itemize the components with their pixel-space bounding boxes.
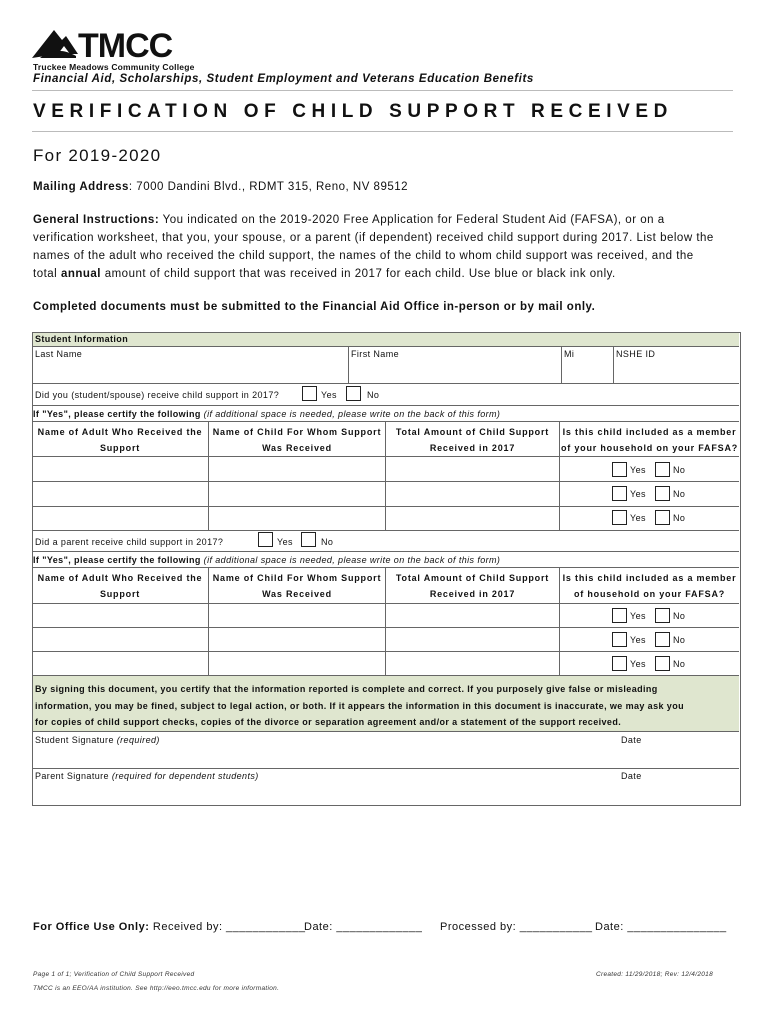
office-date-1: Date: _____________: [304, 921, 423, 933]
general-instructions: General Instructions: You indicated on the 2019-2020 Free Application for Federal Student Aid (FAFSA), or on a verification worksheet, that you, your spouse, or a parent (if dependent) received child support during 2017. List below the names of the adult who received the child support, the names of the child to whom child support was received, and the total annual amount of child support that was received in 2017 for each child. Use blue or black ink only.: [33, 214, 714, 280]
parent-no-checkbox[interactable]: [301, 532, 316, 547]
row2-no-checkbox[interactable]: [655, 486, 670, 501]
footer-page: Page 1 of 1; Verification of Child Support Received: [33, 971, 195, 978]
page-title: VERIFICATION OF CHILD SUPPORT RECEIVED: [33, 101, 673, 122]
yes-label: Yes: [630, 659, 646, 669]
col-child-header: Name of Child For Whom Support Was Received: [212, 573, 382, 599]
mailing-address: Mailing Address: 7000 Dandini Blvd., RDMT 315, Reno, NV 89512: [33, 181, 409, 193]
certify-heading-student: If "Yes", please certify the following (if additional space is needed, please write on the back of this form): [33, 409, 501, 419]
col-total-header: Total Amount of Child Support Received in 2017: [395, 427, 550, 453]
last-name-field[interactable]: [35, 360, 345, 380]
first-name-label: First Name: [351, 349, 400, 359]
award-year: For 2019-2020: [33, 146, 162, 165]
nshe-id-field[interactable]: [616, 360, 736, 380]
divider: [32, 131, 733, 132]
last-name-label: Last Name: [35, 349, 83, 359]
student-support-question: Did you (student/spouse) receive child support in 2017?: [35, 390, 280, 400]
col-adult-header: Name of Adult Who Received the Support: [37, 573, 203, 599]
no-label: No: [673, 635, 686, 645]
student-adult-name-field[interactable]: [34, 508, 206, 528]
yes-label: Yes: [630, 611, 646, 621]
student-amount-field[interactable]: [388, 508, 557, 528]
prow1-no-checkbox[interactable]: [655, 608, 670, 623]
yes-label: Yes: [321, 390, 337, 400]
student-yes-checkbox[interactable]: [302, 386, 317, 401]
no-label: No: [367, 390, 380, 400]
department-subtitle: Financial Aid, Scholarships, Student Employment and Veterans Education Benefits: [33, 73, 534, 85]
no-label: No: [673, 513, 686, 523]
certify-heading-parent: If "Yes", please certify the following (if additional space is needed, please write on the back of this form): [33, 555, 501, 565]
parent-yes-checkbox[interactable]: [258, 532, 273, 547]
parent-support-question: Did a parent receive child support in 2017?: [35, 537, 224, 547]
student-child-name-field[interactable]: [211, 508, 383, 528]
mi-label: Mi: [564, 349, 575, 359]
office-processed-by: Processed by: ___________: [440, 921, 593, 933]
col-adult-header: Name of Adult Who Received the Support: [37, 427, 203, 453]
prow2-no-checkbox[interactable]: [655, 632, 670, 647]
parent-date-label: Date: [621, 771, 642, 781]
office-date-2: Date: _______________: [595, 921, 727, 933]
no-label: No: [673, 465, 686, 475]
student-date-label: Date: [621, 735, 642, 745]
yes-label: Yes: [630, 513, 646, 523]
certification-text: By signing this document, you certify that the information reported is complete and correct. If you purposely give false or misleading information, you may be fined, subject to legal action, or both. If it appears the information in this document is inaccurate, we may ask you for copies of child support checks, copies of the divorce or separation agreement and/or a statement of the support received.: [35, 684, 685, 727]
parent-child-name-field[interactable]: [211, 605, 383, 625]
col-member-header: Is this child included as a member of your household on your FAFSA?: [560, 427, 739, 453]
footer-created: Created: 11/29/2018; Rev: 12/4/2018: [596, 971, 713, 978]
parent-date-field[interactable]: [621, 782, 733, 802]
parent-signature-label: Parent Signature (required for dependent students): [35, 771, 259, 781]
prow1-yes-checkbox[interactable]: [612, 608, 627, 623]
student-no-checkbox[interactable]: [346, 386, 361, 401]
col-total-header: Total Amount of Child Support Received in 2017: [395, 573, 550, 599]
logo-subtitle: Truckee Meadows Community College: [33, 62, 195, 72]
yes-label: Yes: [277, 537, 293, 547]
student-adult-name-field[interactable]: [34, 459, 206, 479]
parent-adult-name-field[interactable]: [34, 653, 206, 673]
row1-no-checkbox[interactable]: [655, 462, 670, 477]
row3-yes-checkbox[interactable]: [612, 510, 627, 525]
no-label: No: [673, 489, 686, 499]
mi-field[interactable]: [564, 360, 608, 380]
parent-amount-field[interactable]: [388, 605, 557, 625]
prow3-no-checkbox[interactable]: [655, 656, 670, 671]
no-label: No: [673, 611, 686, 621]
prow2-yes-checkbox[interactable]: [612, 632, 627, 647]
no-label: No: [673, 659, 686, 669]
yes-label: Yes: [630, 635, 646, 645]
no-label: No: [321, 537, 334, 547]
nshe-id-label: NSHE ID: [616, 349, 656, 359]
parent-adult-name-field[interactable]: [34, 605, 206, 625]
row2-yes-checkbox[interactable]: [612, 486, 627, 501]
footer-eeo: TMCC is an EEO/AA institution. See http://eeo.tmcc.edu for more information.: [33, 985, 280, 992]
student-signature-field[interactable]: [35, 746, 615, 766]
first-name-field[interactable]: [351, 360, 556, 380]
student-amount-field[interactable]: [388, 484, 557, 504]
office-received-by: For Office Use Only: Received by: ____________: [33, 921, 306, 933]
col-child-header: Name of Child For Whom Support Was Received: [212, 427, 382, 453]
parent-signature-field[interactable]: [35, 782, 615, 802]
col-member-header: Is this child included as a member of household on your FAFSA?: [562, 573, 737, 599]
yes-label: Yes: [630, 465, 646, 475]
student-signature-label: Student Signature (required): [35, 735, 160, 745]
student-child-name-field[interactable]: [211, 459, 383, 479]
student-info-heading: Student Information: [35, 334, 129, 344]
submit-note: Completed documents must be submitted to the Financial Aid Office in-person or by mail only.: [33, 301, 596, 313]
student-adult-name-field[interactable]: [34, 484, 206, 504]
parent-child-name-field[interactable]: [211, 629, 383, 649]
parent-amount-field[interactable]: [388, 629, 557, 649]
student-amount-field[interactable]: [388, 459, 557, 479]
divider: [32, 90, 733, 91]
svg-text:TMCC: TMCC: [78, 27, 173, 65]
parent-adult-name-field[interactable]: [34, 629, 206, 649]
student-child-name-field[interactable]: [211, 484, 383, 504]
parent-amount-field[interactable]: [388, 653, 557, 673]
row1-yes-checkbox[interactable]: [612, 462, 627, 477]
student-date-field[interactable]: [621, 746, 733, 766]
yes-label: Yes: [630, 489, 646, 499]
prow3-yes-checkbox[interactable]: [612, 656, 627, 671]
parent-child-name-field[interactable]: [211, 653, 383, 673]
row3-no-checkbox[interactable]: [655, 510, 670, 525]
